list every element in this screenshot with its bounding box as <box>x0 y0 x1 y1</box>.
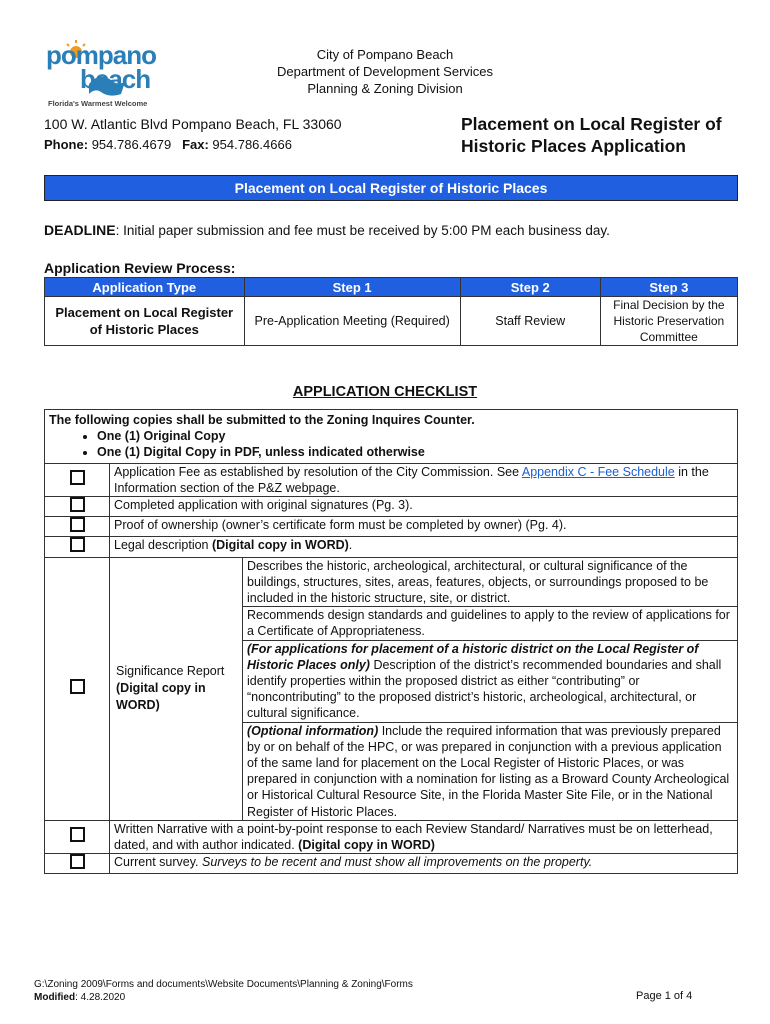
appendix-c-fee-schedule-link[interactable]: Appendix C - Fee Schedule <box>521 464 675 479</box>
checkbox-proof-of-ownership[interactable] <box>70 517 85 532</box>
narrative-text: Written Narrative with a point-by-point response to each Review Standard/ Narratives must be on letterhead, dated, and with author indicated. <box>114 821 713 853</box>
address: 100 W. Atlantic Blvd Pompano Beach, FL 33060 <box>44 116 342 132</box>
review-process-table <box>44 277 738 346</box>
checkbox-current-survey[interactable] <box>70 854 85 869</box>
legal-text: Legal description <box>114 538 212 553</box>
item-written-narrative <box>110 820 738 853</box>
checkbox-cell <box>45 497 110 517</box>
sig-district-note: (For applications for placement of a historic district on the Local Register of Historic Places only) <box>247 641 699 672</box>
footer-modified-value: : 4.28.2020 <box>75 992 126 1003</box>
checklist-intro <box>45 410 738 464</box>
sig-label-text: Significance Report <box>116 664 225 679</box>
item-application-fee <box>110 463 738 496</box>
sig-district-text: Description of the district’s recommended boundaries and shall identify properties within the proposed district as either “contributing” or “noncontributing” to the proposed district’s historic, archeological, architectural, or cultural significance. <box>247 657 722 721</box>
sig-optional-note: (Optional information) <box>247 723 379 738</box>
review-header-step1: Step 1 <box>244 278 460 297</box>
survey-text: Current survey. <box>114 855 202 870</box>
footer-modified-label: Modified <box>34 992 76 1003</box>
page-number: Page 1 of 4 <box>636 990 693 1002</box>
checkbox-completed-application[interactable] <box>70 497 85 512</box>
sig-digital-note: (Digital copy in WORD) <box>116 681 206 713</box>
item-completed-application: Completed application with original signatures (Pg. 3). <box>110 497 738 517</box>
application-checklist <box>44 409 738 874</box>
checkbox-cell <box>45 537 110 557</box>
sig-item-district <box>243 640 738 722</box>
review-cell-type: Placement on Local Register of Historic Places <box>45 297 245 346</box>
sig-optional-text: Include the required information that was previously prepared by or on behalf of the HPC, or was prepared in conjunction with a previous application of the same land for placement on the Local Register of Historic Places, or was prepared in conjunction with a nomination for listing as a Broward County Archeological or Historical Cultural Resource Site, in the Florida Master Site File, or in the National Register of Historic Places. <box>247 723 730 819</box>
phone-label: Phone: <box>44 137 89 152</box>
checkbox-written-narrative[interactable] <box>70 827 85 842</box>
legal-digital-note: (Digital copy in WORD) <box>211 538 349 553</box>
survey-note: Surveys to be recent and must show all improvements on the property. <box>202 855 593 870</box>
phone-fax <box>44 137 292 152</box>
sig-item-recommends: Recommends design standards and guidelines to apply to the review of applications for a Certificate of Appropriateness. <box>243 607 738 640</box>
agency-division: Planning & Zoning Division <box>307 81 463 96</box>
item-proof-of-ownership: Proof of ownership (owner’s certificate form must be completed by owner) (Pg. 4). <box>110 517 738 537</box>
significance-report-label <box>110 557 243 820</box>
checkbox-cell <box>45 820 110 853</box>
fee-text-post: in the Information section of the P&Z webpage. <box>114 464 709 495</box>
review-header-step3: Step 3 <box>600 278 737 297</box>
review-header-step2: Step 2 <box>460 278 600 297</box>
footer <box>34 978 413 1004</box>
document-title-line1: Placement on Local Register of <box>461 114 722 134</box>
item-legal-description <box>110 537 738 557</box>
document-title-line2: Historic Places Application <box>461 136 686 156</box>
fee-text: Application Fee as established by resolution of the City Commission. See <box>114 464 522 479</box>
section-banner: Placement on Local Register of Historic Places <box>44 175 738 201</box>
sig-item-optional <box>243 722 738 820</box>
legal-text-post: . <box>348 538 353 553</box>
logo-text-beach: beach <box>80 64 151 94</box>
logo-tagline: Florida's Warmest Welcome <box>48 99 148 108</box>
fax-value: 954.786.4666 <box>212 137 292 152</box>
review-cell-step1: Pre-Application Meeting (Required) <box>244 297 460 346</box>
deadline-label: DEADLINE <box>44 222 116 238</box>
agency-city: City of Pompano Beach <box>316 47 454 62</box>
checkbox-application-fee[interactable] <box>70 470 85 485</box>
deadline <box>44 222 610 238</box>
list-item: • One (1) Original Copy <box>97 428 733 444</box>
fax-label: Fax: <box>182 137 209 152</box>
review-cell-step3: Final Decision by the Historic Preservation Committee <box>600 297 737 346</box>
phone-value: 954.786.4679 <box>91 137 172 152</box>
checkbox-significance-report[interactable] <box>70 679 85 694</box>
deadline-text: : Initial paper submission and fee must be received by 5:00 PM each business day. <box>115 223 610 238</box>
logo-text-pompano: pompano <box>46 40 156 70</box>
checkbox-legal-description[interactable] <box>70 537 85 552</box>
footer-path: G:\Zoning 2009\Forms and documents\Website Documents\Planning & Zoning\Forms <box>34 979 413 990</box>
agency-department: Department of Development Services <box>276 64 494 79</box>
item-current-survey <box>110 854 738 874</box>
review-heading: Application Review Process: <box>44 260 236 276</box>
checklist-intro-text: The following copies shall be submitted to the Zoning Inquires Counter. <box>49 413 475 427</box>
checkbox-cell <box>45 517 110 537</box>
checkbox-cell <box>45 557 110 820</box>
document-title <box>461 113 761 157</box>
copies-list <box>49 428 733 460</box>
review-cell-step2: Staff Review <box>460 297 600 346</box>
agency-block <box>200 46 570 97</box>
sig-item-describes: Describes the historic, archeological, architectural, or cultural significance of the buildings, structures, sites, areas, features, objects, or surroundings proposed to be included in the historic structure, site, or district. <box>243 557 738 607</box>
list-item: • One (1) Digital Copy in PDF, unless indicated otherwise <box>97 444 733 460</box>
checklist-title: APPLICATION CHECKLIST <box>292 384 478 400</box>
review-header-type: Application Type <box>45 278 245 297</box>
checkbox-cell <box>45 854 110 874</box>
narrative-digital-note: (Digital copy in WORD) <box>298 838 435 853</box>
checkbox-cell <box>45 463 110 496</box>
